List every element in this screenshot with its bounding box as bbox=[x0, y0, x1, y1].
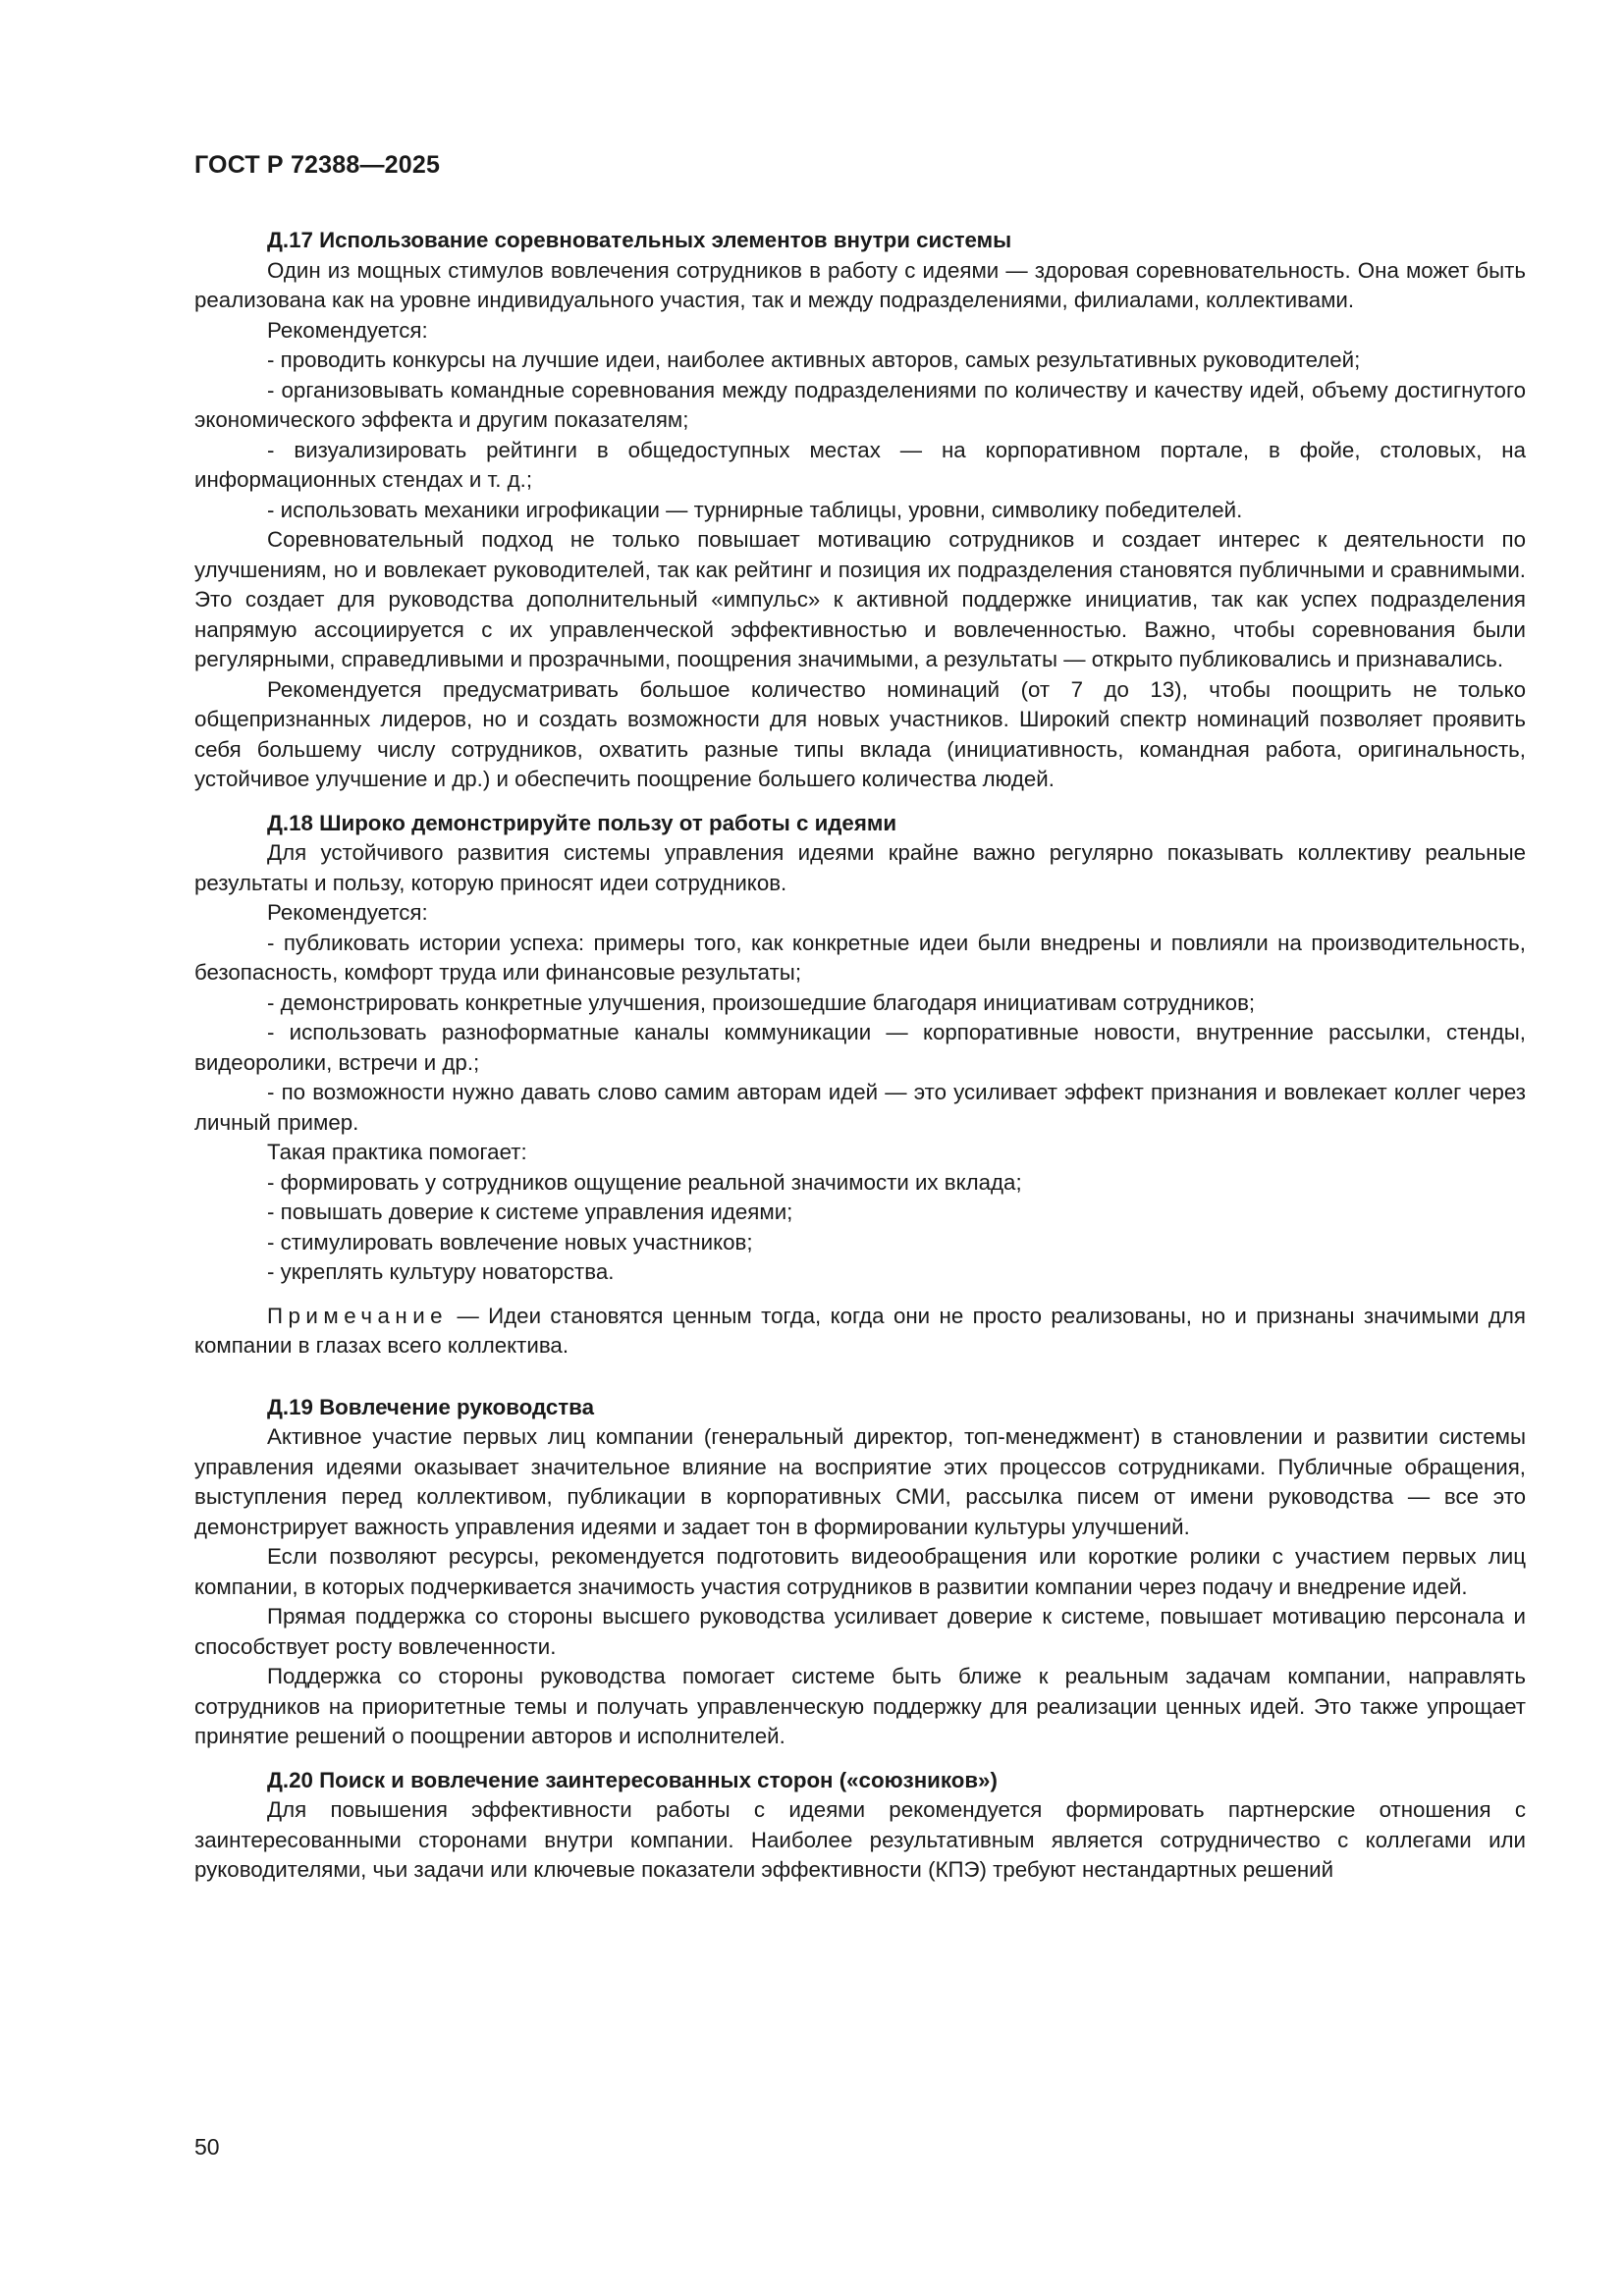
document-body bbox=[194, 226, 1526, 1886]
paragraph: Если позволяют ресурсы, рекомендуется подготовить видеообращения или короткие ролики с участием первых лиц компании, в которых подчеркивается значимость участия сотрудников в развитии компании через подачу и внедрение идей. bbox=[194, 1544, 1526, 1599]
list-item: - использовать механики игрофикации — турнирные таблицы, уровни, символику победителей. bbox=[267, 497, 1243, 522]
note bbox=[194, 1302, 1526, 1362]
section-heading-d19: Д.19 Вовлечение руководства bbox=[267, 1394, 594, 1419]
paragraph: Поддержка со стороны руководства помогает системе быть ближе к реальным задачам компании, направлять сотрудников на приоритетные темы и получать управленческую поддержку для реализации ценных идей. Это также упрощает принятие решений о поощрении авторов и исполнителей. bbox=[194, 1664, 1526, 1748]
list-item: - стимулировать вовлечение новых участников; bbox=[267, 1229, 753, 1255]
section-heading-d17: Д.17 Использование соревновательных элементов внутри системы bbox=[267, 228, 1012, 252]
section-heading-d20: Д.20 Поиск и вовлечение заинтересованных сторон («союзников») bbox=[267, 1767, 998, 1792]
paragraph: Для устойчивого развития системы управления идеями крайне важно регулярно показывать коллективу реальные результаты и пользу, которую приносят идеи сотрудников. bbox=[194, 840, 1526, 895]
paragraph: Рекомендуется: bbox=[267, 900, 428, 925]
paragraph: Рекомендуется предусматривать большое количество номинаций (от 7 до 13), чтобы поощрить не только общепризнанных лидеров, но и создать возможности для новых участников. Широкий спектр номинаций позволяет проявить себя большему числу сотрудников, охватить разные типы вклада (инициативность, командная работа, оригинальность, устойчивое улучшение и др.) и обеспечить поощрение большего количества людей. bbox=[194, 676, 1526, 791]
list-item: - публиковать истории успеха: примеры того, как конкретные идеи были внедрены и повлияли на производительность, безопасность, комфорт труда или финансовые результаты; bbox=[194, 930, 1526, 985]
paragraph: Один из мощных стимулов вовлечения сотрудников в работу с идеями — здоровая соревновательность. Она может быть реализована как на уровне индивидуального участия, так и между подразделениями, филиалами, коллективами. bbox=[194, 257, 1526, 312]
list-item: - организовывать командные соревнования между подразделениями по количеству и качеству идей, объему достигнутого экономического эффекта и другим показателям; bbox=[194, 377, 1526, 432]
paragraph: Активное участие первых лиц компании (генеральный директор, топ-менеджмент) в становлении и развитии системы управления идеями оказывает значительное влияние на восприятие этих процессов сотрудниками. Публичные обращения, выступления перед коллективом, публикации в корпоративных СМИ, рассылка писем от имени руководства — все это демонстрирует важность управления идеями и задает тон в формировании культуры улучшений. bbox=[194, 1424, 1526, 1539]
page-number: 50 bbox=[194, 2134, 220, 2160]
note-label: Примечание bbox=[267, 1303, 449, 1328]
list-item: - укреплять культуру новаторства. bbox=[267, 1259, 615, 1284]
paragraph: Такая практика помогает: bbox=[267, 1140, 527, 1164]
list-item: - использовать разноформатные каналы коммуникации — корпоративные новости, внутренние рассылки, стенды, видеоролики, встречи и др.; bbox=[194, 1020, 1526, 1075]
list-item: - формировать у сотрудников ощущение реальной значимости их вклада; bbox=[267, 1169, 1022, 1195]
list-item: - повышать доверие к системе управления идеями; bbox=[267, 1200, 793, 1224]
list-item: - проводить конкурсы на лучшие идеи, наиболее активных авторов, самых результативных руководителей; bbox=[267, 347, 1361, 372]
paragraph: Прямая поддержка со стороны высшего руководства усиливает доверие к системе, повышает мотивацию персонала и способствует росту вовлеченности. bbox=[194, 1604, 1526, 1659]
paragraph: Соревновательный подход не только повышает мотивацию сотрудников и создает интерес к деятельности по улучшениям, но и вовлекает руководителей, так как рейтинг и позиция их подразделения становятся публичными и сравнимыми. Это создает для руководства дополнительный «импульс» к активной поддержке инициатив, так как успех подразделения напрямую ассоциируется с их управленческой эффективностью и вовлеченностью. Важно, чтобы соревнования были регулярными, справедливыми и прозрачными, поощрения значимыми, а результаты — открыто публиковались и признавались. bbox=[194, 527, 1526, 671]
paragraph: Рекомендуется: bbox=[267, 317, 428, 343]
list-item: - визуализировать рейтинги в общедоступных местах — на корпоративном портале, в фойе, столовых, на информационных стендах и т. д.; bbox=[194, 437, 1526, 492]
document-header: ГОСТ Р 72388—2025 bbox=[194, 151, 441, 179]
note-text: — Идеи становятся ценным тогда, когда они не просто реализованы, но и признаны значимыми для компании в глазах всего коллектива. bbox=[194, 1303, 1526, 1358]
list-item: - по возможности нужно давать слово самим авторам идей — это усиливает эффект признания и вовлекает коллег через личный пример. bbox=[194, 1080, 1526, 1135]
list-item: - демонстрировать конкретные улучшения, произошедшие благодаря инициативам сотрудников; bbox=[267, 989, 1256, 1015]
paragraph: Для повышения эффективности работы с идеями рекомендуется формировать партнерские отношения с заинтересованными сторонами внутри компании. Наиболее результативным является сотрудничество с коллегами или руководителями, чьи задачи или ключевые показатели эффективности (КПЭ) требуют нестандартных решений bbox=[194, 1797, 1526, 1882]
section-heading-d18: Д.18 Широко демонстрируйте пользу от работы с идеями bbox=[267, 810, 897, 835]
